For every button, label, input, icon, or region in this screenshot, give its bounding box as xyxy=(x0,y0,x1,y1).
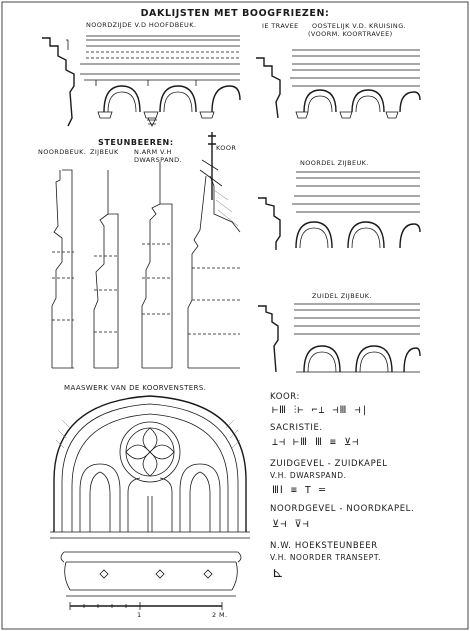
marks-glyphs-sacristie: ⊥⊣ ⊢Ⅲ Ⅲ ≡ ⊻⊣ xyxy=(272,437,360,448)
buttress-label-dwarspand: N.ARM V.H DWARSPAND. xyxy=(134,148,183,164)
marks-heading-hoeksteunbeer: N.W. HOEKSTEUNBEER xyxy=(270,541,378,551)
marks-glyphs-koor: ⊢Ⅲ ⫶⊢ ⌐⊥ ⊣Ⅲ ⊣| xyxy=(272,405,369,416)
tracery-window xyxy=(50,396,250,538)
label-noordel-zijbeuk: NOORDEL ZIJBEUK. xyxy=(300,159,369,167)
label-voorm-koortravee: (VOORM. KOORTRAVEE) xyxy=(308,30,393,38)
scale-label-1: 1 xyxy=(137,611,142,619)
cornice-travee xyxy=(256,50,420,118)
marks-heading-zuidgevel: ZUIDGEVEL - ZUIDKAPEL xyxy=(270,459,388,469)
buttress-label-koor: KOOR xyxy=(216,144,237,152)
cornice-zuidel-zijbeuk xyxy=(258,304,420,372)
marks-glyphs-zuidgevel: ⅢⅠ ≡ T ═ xyxy=(272,485,326,496)
marks-subheading-hoeksteunbeer: V.H. NOORDER TRANSEPT. xyxy=(270,553,382,562)
marks-heading-koor: KOOR: xyxy=(270,392,300,402)
marks-heading-sacristie: SACRISTIE. xyxy=(270,423,323,433)
marks-heading-noordgevel: NOORDGEVEL - NOORDKAPEL. xyxy=(270,504,415,514)
sheet-title: DAKLIJSTEN MET BOOGFRIEZEN: xyxy=(140,8,330,19)
marks-subheading-zuidgevel: V.H. DWARSPAND. xyxy=(270,471,347,480)
tracery-heading: MAASWERK VAN DE KOORVENSTERS. xyxy=(64,384,207,392)
buttress-label-noordbeuk: NOORDBEUK. xyxy=(38,148,87,156)
label-oostelijk: OOSTELIJK V.D. KRUISING. xyxy=(312,22,407,30)
marks-glyphs-noordgevel: ⊻⊣ ⊽⊣ xyxy=(272,519,310,530)
buttresses xyxy=(52,132,240,368)
scale-label-2m: 2 M. xyxy=(212,611,228,619)
buttresses-heading: STEUNBEEREN: xyxy=(98,138,174,147)
buttress-label-zijbeuk: ZIJBEUK xyxy=(90,148,119,156)
marks-glyphs-hoeksteunbeer: ⊾ xyxy=(272,565,285,581)
label-travee: IE TRAVEE xyxy=(262,22,299,30)
cornice-noordzijde xyxy=(42,36,240,126)
cornice-noordel-zijbeuk xyxy=(258,172,420,250)
scale-bar xyxy=(70,602,222,610)
sill-profile xyxy=(61,552,241,596)
label-zuidel-zijbeuk: ZUIDEL ZIJBEUK. xyxy=(312,292,372,300)
label-noordzijde: NOORDZIJDE V.D HOOFDBEUK. xyxy=(86,21,197,29)
